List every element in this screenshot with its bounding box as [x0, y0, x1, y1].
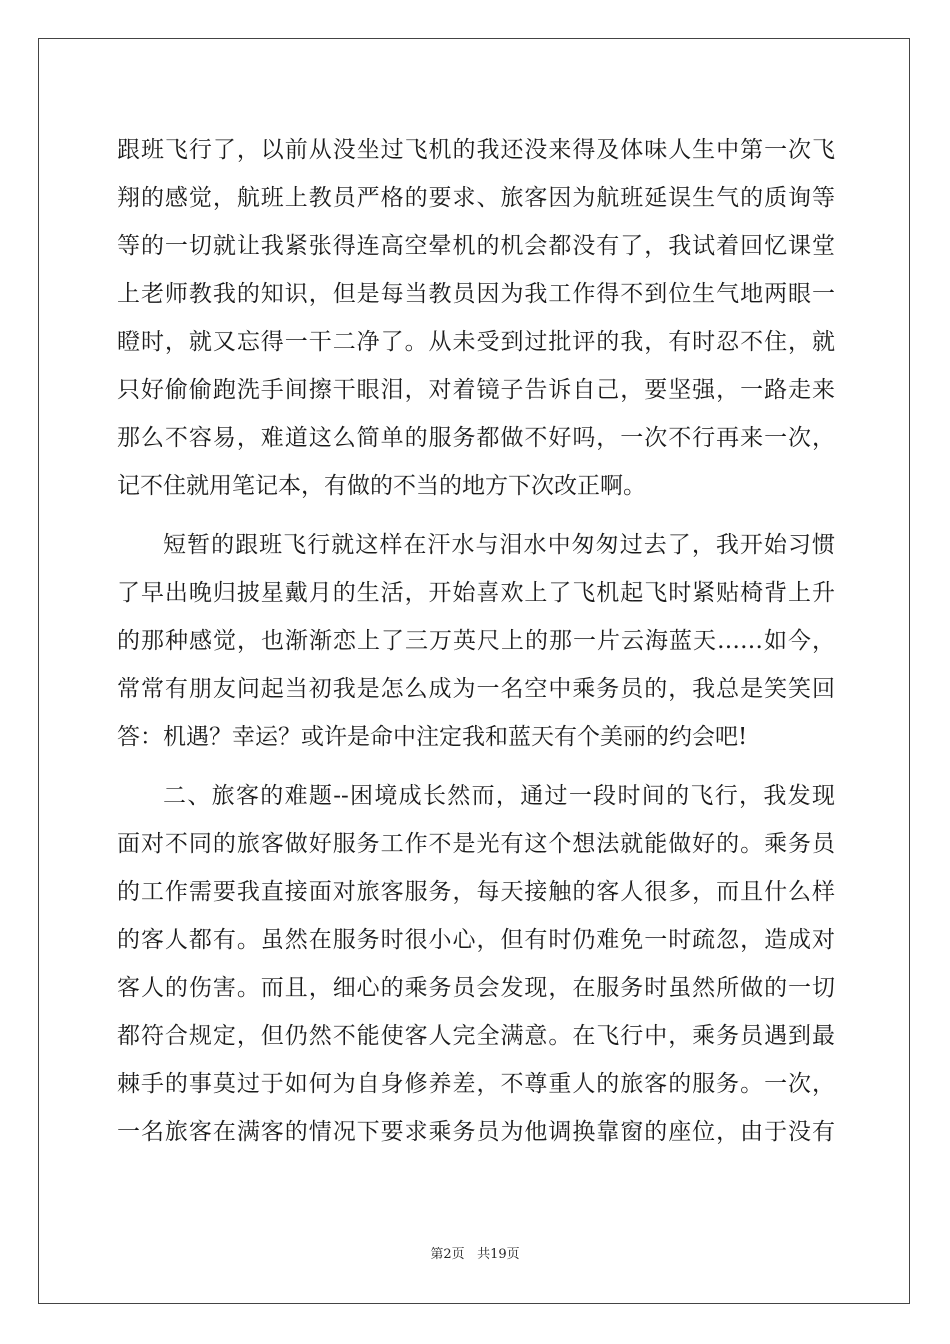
text-line: 一名旅客在满客的情况下要求乘务员为他调换靠窗的座位，由于没有 [117, 1119, 835, 1145]
text-line: 那么不容易，难道这么简单的服务都做不好吗，一次不行再来一次， [117, 425, 835, 451]
text-line: 上老师教我的知识，但是每当教员因为我工作得不到位生气地两眼一 [117, 281, 835, 307]
page-total: 共19页 [477, 1247, 520, 1262]
paragraph-first-line: 短暂的跟班飞行就这样在汗水与泪水中匆匆过去了，我开始习惯 [163, 532, 835, 558]
text-line: 都符合规定，但仍然不能使客人完全满意。在飞行中，乘务员遇到最 [117, 1023, 835, 1049]
text-line: 跟班飞行了，以前从没坐过飞机的我还没来得及体味人生中第一次飞 [117, 137, 835, 163]
text-line: 等的一切就让我紧张得连高空晕机的机会都没有了，我试着回忆课堂 [117, 233, 835, 259]
text-line: 瞪时，就又忘得一干二净了。从未受到过批评的我，有时忍不住，就 [117, 329, 835, 355]
text-line: 棘手的事莫过于如何为自身修养差，不尊重人的旅客的服务。一次， [117, 1071, 835, 1097]
text-line: 答：机遇？幸运？或许是命中注定我和蓝天有个美丽的约会吧! [117, 724, 748, 750]
page-footer [0, 1246, 950, 1264]
text-line: 的那种感觉，也渐渐恋上了三万英尺上的那一片云海蓝天……如今， [117, 628, 835, 654]
text-line: 客人的伤害。而且，细心的乘务员会发现，在服务时虽然所做的一切 [117, 975, 835, 1001]
text-line: 记不住就用笔记本，有做的不当的地方下次改正啊。 [117, 473, 646, 499]
text-line: 了早出晚归披星戴月的生活，开始喜欢上了飞机起飞时紧贴椅背上升 [117, 580, 835, 606]
text-line: 只好偷偷跑洗手间擦干眼泪，对着镜子告诉自己，要坚强，一路走来 [117, 377, 835, 403]
text-line: 的工作需要我直接面对旅客服务，每天接触的客人很多，而且什么样 [117, 879, 835, 905]
text-line: 翔的感觉，航班上教员严格的要求、旅客因为航班延误生气的质询等 [117, 185, 835, 211]
paragraph-first-line: 二、旅客的难题--困境成长然而，通过一段时间的飞行，我发现 [163, 783, 835, 809]
text-line: 的客人都有。虽然在服务时很小心，但有时仍难免一时疏忽，造成对 [117, 927, 835, 953]
page-number: 第2页 [430, 1247, 465, 1262]
text-line: 常常有朋友问起当初我是怎么成为一名空中乘务员的，我总是笑笑回 [117, 676, 835, 702]
text-line: 面对不同的旅客做好服务工作不是光有这个想法就能做好的。乘务员 [117, 831, 835, 857]
